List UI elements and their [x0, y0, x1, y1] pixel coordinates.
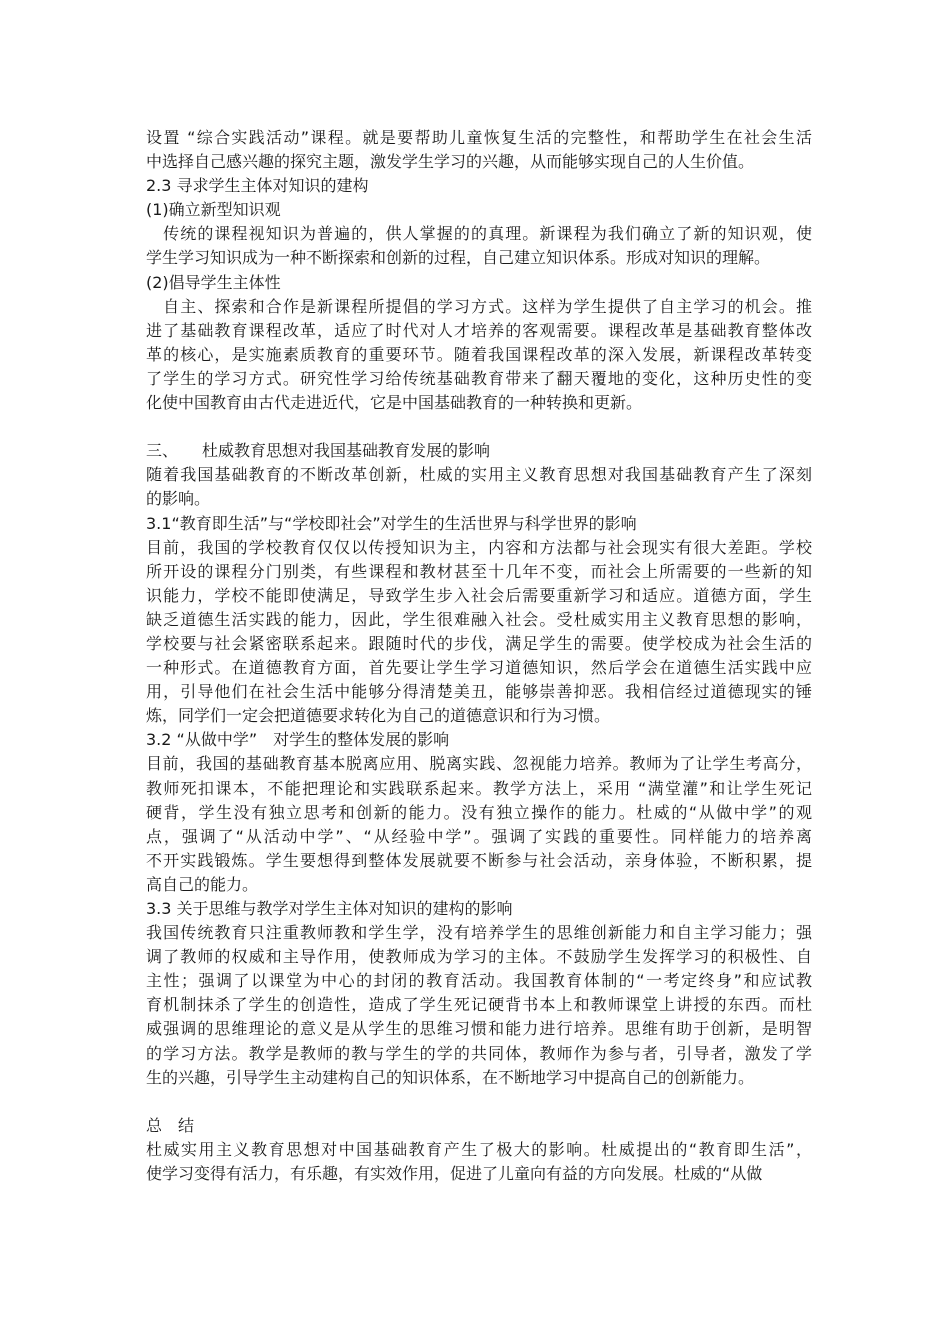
heading-text: (2)倡导学生主体性	[146, 272, 281, 292]
paragraph	[146, 536, 812, 729]
section-heading	[146, 728, 812, 752]
heading-text: 总 结	[146, 1115, 195, 1135]
paragraph-line: 育机制抹杀了学生的创造性，造成了学生死记硬背书本上和教师课堂上讲授的东西。而杜	[146, 995, 812, 1015]
section-heading	[146, 1114, 812, 1138]
paragraph-line: 使学习变得有活力，有乐趣，有实效作用，促进了儿童向有益的方向发展。杜威的“从做	[146, 1164, 763, 1184]
paragraph	[146, 295, 812, 415]
paragraph-line: 教师死扣课本，不能把理论和实践联系起来。教学方法上，采用 “满堂灌”和让学生死记	[146, 778, 812, 798]
section-heading	[146, 512, 812, 536]
paragraph-line: 所开设的课程分门别类，有些课程和教材甚至十几年不变，而社会上所需要的一些新的知	[146, 561, 812, 581]
paragraph-line: 主性；强调了以课堂为中心的封闭的教育活动。我国教育体制的“一考定终身”和应试教	[146, 971, 812, 991]
paragraph-line: 进了基础教育课程改革，适应了时代对人才培养的客观需要。课程改革是基础教育整体改	[146, 320, 812, 340]
paragraph	[146, 921, 812, 1090]
paragraph-line: 炼，同学们一定会把道德要求转化为自己的道德意识和行为习惯。	[146, 706, 611, 726]
heading-text: 3.1“教育即生活”与“学校即社会”对学生的生活世界与科学世界的影响	[146, 513, 637, 533]
paragraph	[146, 126, 812, 174]
paragraph	[146, 752, 812, 897]
paragraph-line: 学生学习知识成为一种不断探索和创新的过程，自己建立知识体系。形成对知识的理解。	[146, 248, 771, 268]
heading-text: 3.2 “从做中学” 对学生的整体发展的影响	[146, 730, 450, 750]
paragraph-line: 的影响。	[146, 489, 211, 509]
blank-line	[146, 1090, 812, 1114]
paragraph-line: 缺乏道德生活实践的能力，因此，学生很难融入社会。受杜威实用主义教育思想的影响，	[146, 609, 812, 629]
paragraph-line: 不开实践锻炼。学生要想得到整体发展就要不断参与社会活动，亲身体验，不断积累，提	[146, 850, 812, 870]
paragraph-line: 威强调的思维理论的意义是从学生的思维习惯和能力进行培养。思维有助于创新，是明智	[146, 1019, 812, 1039]
paragraph-line: 目前，我国的学校教育仅仅以传授知识为主，内容和方法都与社会现实有很大差距。学校	[146, 537, 812, 557]
paragraph-line: 革的核心，是实施素质教育的重要环节。随着我国课程改革的深入发展，新课程改革转变	[146, 344, 812, 364]
heading-text: 2.3 寻求学生主体对知识的建构	[146, 176, 369, 196]
paragraph-line: 设置 “综合实践活动”课程。就是要帮助儿童恢复生活的完整性，和帮助学生在社会生活	[146, 128, 812, 147]
paragraph	[146, 222, 812, 270]
paragraph-line: 学校要与社会紧密联系起来。跟随时代的步伐，满足学生的需要。使学校成为社会生活的	[146, 633, 812, 653]
paragraph-line: 杜威实用主义教育思想对中国基础教育产生了极大的影响。杜威提出的“教育即生活”，	[146, 1139, 812, 1159]
paragraph-line: 了学生的学习方式。研究性学习给传统基础教育带来了翻天覆地的变化，这种历史性的变	[146, 368, 812, 388]
section-heading	[146, 174, 812, 198]
paragraph-line: 我国传统教育只注重教师教和学生学，没有培养学生的思维创新能力和自主学习能力；强	[146, 923, 812, 943]
paragraph-line: 高自己的能力。	[146, 874, 259, 894]
heading-text: (1)确立新型知识观	[146, 200, 281, 220]
blank-line	[146, 415, 812, 439]
paragraph	[146, 463, 812, 511]
section-heading	[146, 439, 812, 463]
paragraph-line: 调了教师的权威和主导作用，使教师成为学习的主体。不鼓励学生发挥学习的积极性、自	[146, 947, 812, 967]
heading-text: 三、 杜威教育思想对我国基础教育发展的影响	[146, 441, 491, 461]
heading-text: 3.3 关于思维与教学对学生主体对知识的建构的影响	[146, 899, 513, 918]
paragraph-line: 用，引导他们在社会生活中能够分得清楚美丑，能够崇善抑恶。我相信经过道德现实的锤	[146, 682, 812, 702]
section-heading	[146, 271, 812, 295]
paragraph-line: 硬背，学生没有独立思考和创新的能力。没有独立操作的能力。杜威的“从做中学”的观	[146, 802, 812, 822]
paragraph-line: 识能力，学校不能即使满足，导致学生步入社会后需要重新学习和适应。道德方面，学生	[146, 585, 812, 605]
section-heading	[146, 198, 812, 222]
paragraph-line: 的学习方法。教学是教师的教与学生的学的共同体，教师作为参与者，引导者，激发了学	[146, 1043, 812, 1063]
section-heading	[146, 897, 812, 921]
paragraph-line: 化使中国教育由古代走进近代，它是中国基础教育的一种转换和更新。	[146, 393, 643, 413]
paragraph-line: 随着我国基础教育的不断改革创新，杜威的实用主义教育思想对我国基础教育产生了深刻	[146, 465, 812, 485]
paragraph-line: 目前，我国的基础教育基本脱离应用、脱离实践、忽视能力培养。教师为了让学生考高分，	[146, 754, 812, 774]
paragraph	[146, 1138, 812, 1186]
document-page	[146, 126, 812, 1186]
paragraph-line: 生的兴趣，引导学生主动建构自己的知识体系，在不断地学习中提高自己的创新能力。	[146, 1067, 755, 1087]
paragraph-line: 自主、探索和合作是新课程所提倡的学习方式。这样为学生提供了自主学习的机会。推	[146, 296, 812, 316]
paragraph-line: 传统的课程视知识为普遍的，供人掌握的的真理。新课程为我们确立了新的知识观，使	[146, 224, 812, 244]
paragraph-line: 一种形式。在道德教育方面，首先要让学生学习道德知识，然后学会在道德生活实践中应	[146, 658, 812, 678]
paragraph-line: 中选择自己感兴趣的探究主题，激发学生学习的兴趣，从而能够实现自己的人生价值。	[146, 152, 755, 172]
paragraph-line: 点，强调了“从活动中学”、“从经验中学”。强调了实践的重要性。同样能力的培养离	[146, 826, 812, 846]
